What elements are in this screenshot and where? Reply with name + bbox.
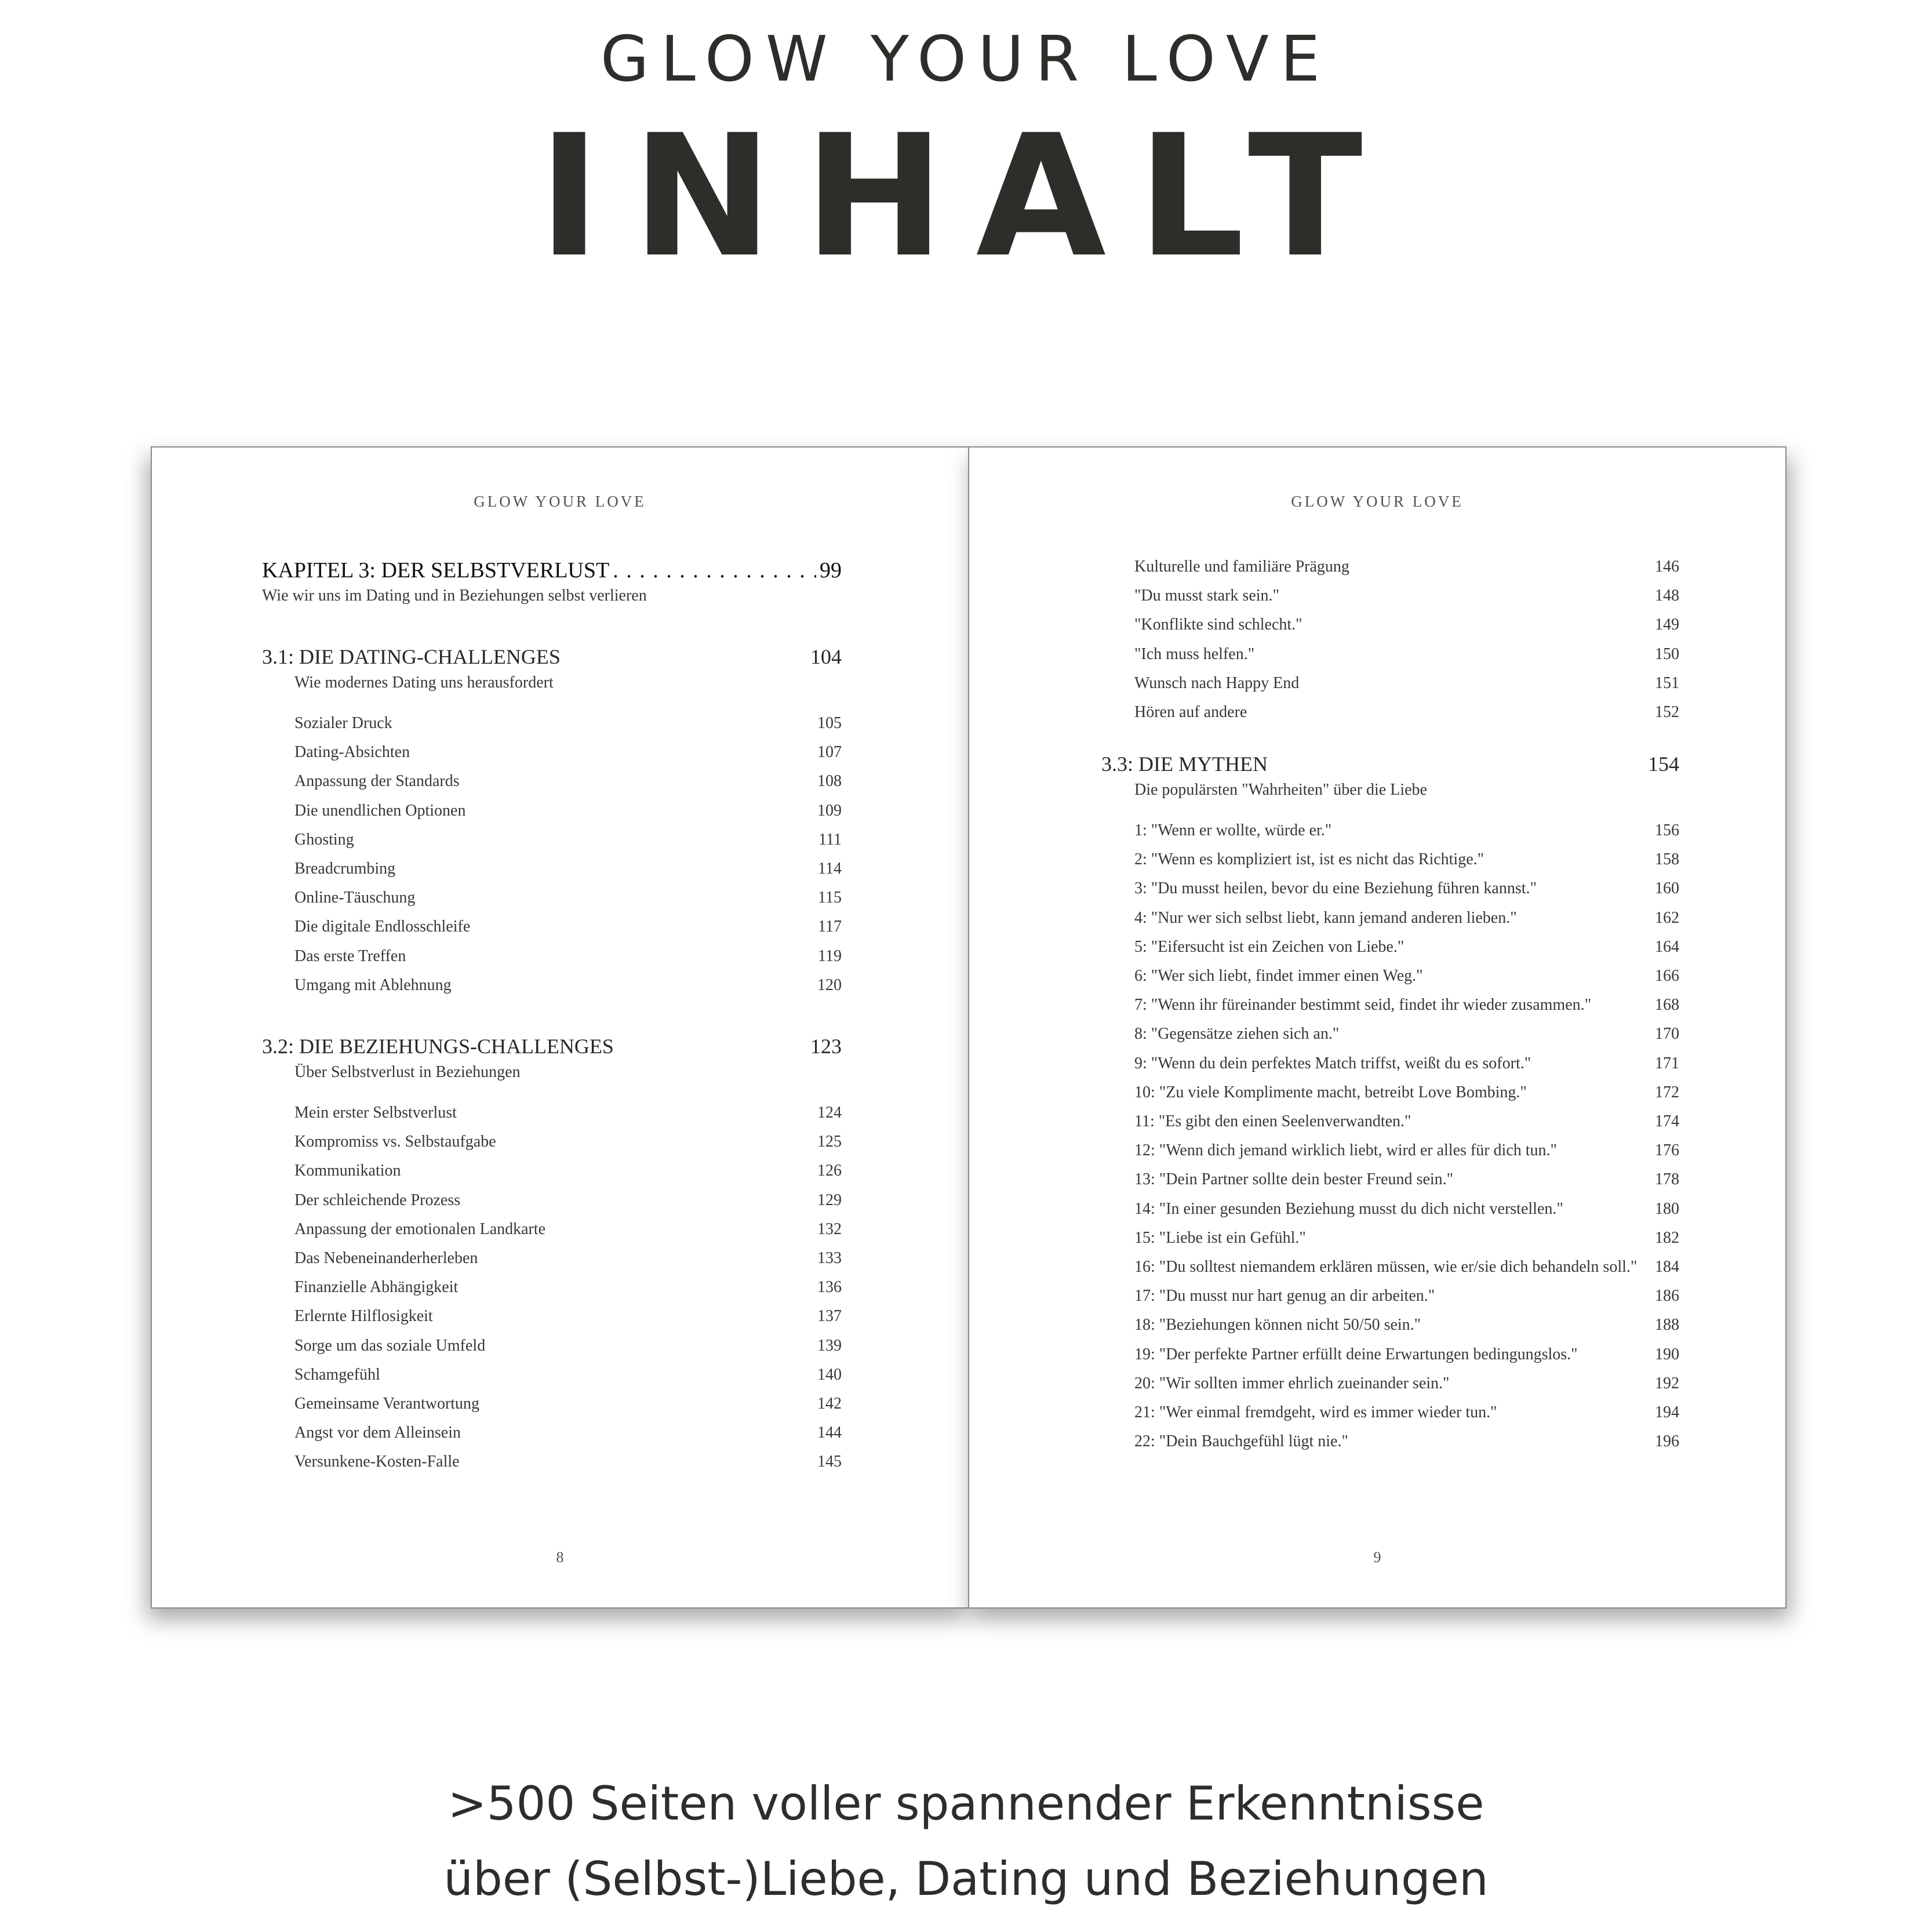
toc-entry [1134, 645, 1679, 664]
toc-entry [294, 1104, 842, 1122]
section-subtitle: Über Selbstverlust in Beziehungen [294, 1063, 521, 1081]
toc-entry [294, 947, 842, 966]
toc-entry-page: 176 [1655, 1141, 1679, 1160]
toc-entry-page: 150 [1655, 645, 1679, 663]
toc-entry [1134, 1403, 1679, 1422]
toc-entry-title: 17: "Du musst nur hart genug an dir arbeiten." [1134, 1287, 1435, 1305]
toc-entry [1134, 1345, 1679, 1364]
toc-entry [294, 1307, 842, 1326]
toc-entry-title: "Konflikte sind schlecht." [1134, 616, 1302, 634]
toc-entry-title: Anpassung der Standards [294, 772, 460, 791]
toc-entry-title: Gemeinsame Verantwortung [294, 1395, 480, 1413]
toc-entry [294, 1337, 842, 1355]
section-title: 3.3: DIE MYTHEN [1101, 752, 1268, 776]
toc-entry-page: 164 [1655, 937, 1679, 956]
toc-entry [294, 860, 842, 878]
toc-entry-page: 107 [817, 743, 842, 762]
toc-entry-title: Kompromiss vs. Selbstaufgabe [294, 1133, 496, 1151]
toc-entry-title: "Du musst stark sein." [1134, 587, 1279, 605]
toc-entry-title: 5: "Eifersucht ist ein Zeichen von Liebe." [1134, 937, 1405, 956]
toc-entry-page: 186 [1655, 1287, 1679, 1305]
toc-entry-title: Versunkene-Kosten-Falle [294, 1453, 460, 1471]
toc-entry-page: 166 [1655, 967, 1679, 985]
toc-entry [1134, 1083, 1679, 1102]
book-page-left [151, 446, 969, 1609]
toc-entry [294, 1395, 842, 1413]
toc-entry-title: Anpassung der emotionalen Landkarte [294, 1220, 546, 1238]
toc-entry-title: Angst vor dem Alleinsein [294, 1424, 461, 1442]
toc-entry-page: 124 [817, 1104, 842, 1122]
toc-entry-page: 111 [818, 830, 842, 849]
toc-entry [1134, 1258, 1679, 1276]
toc-entry-page: 152 [1655, 703, 1679, 721]
toc-entry-title: 1: "Wenn er wollte, würde er." [1134, 821, 1332, 839]
toc-entry-page: 140 [817, 1365, 842, 1384]
toc-entry-title: 20: "Wir sollten immer ehrlich zueinander sein." [1134, 1374, 1450, 1392]
toc-entry-page: 190 [1655, 1345, 1679, 1363]
toc-entry-page: 168 [1655, 996, 1679, 1014]
page-number: 8 [556, 1549, 564, 1566]
toc-entry-title: 4: "Nur wer sich selbst liebt, kann jemand anderen lieben." [1134, 908, 1517, 927]
toc-entry-title: Dating-Absichten [294, 743, 410, 762]
toc-entry-page: 126 [817, 1162, 842, 1180]
toc-entry-page: 178 [1655, 1170, 1679, 1189]
toc-entry-page: 145 [817, 1453, 842, 1471]
section-page: 154 [1648, 752, 1679, 776]
toc-entry-title: 13: "Dein Partner sollte dein bester Freund sein." [1134, 1170, 1454, 1189]
toc-entry-title: Erlernte Hilflosigkeit [294, 1307, 433, 1326]
toc-entry-page: 194 [1655, 1403, 1679, 1421]
toc-entry-page: 148 [1655, 587, 1679, 605]
toc-entry-page: 184 [1655, 1258, 1679, 1276]
toc-entry-page: 172 [1655, 1083, 1679, 1101]
toc-entry [1134, 1316, 1679, 1334]
toc-entry-title: Sorge um das soziale Umfeld [294, 1336, 486, 1355]
chapter-heading [262, 558, 842, 583]
toc-entry-title: Schamgefühl [294, 1365, 380, 1384]
toc-entry-title: 14: "In einer gesunden Beziehung musst du dich nicht verstellen." [1134, 1199, 1563, 1218]
toc-entry-page: 105 [817, 714, 842, 732]
toc-entry-title: Das Nebeneinanderherleben [294, 1249, 478, 1267]
toc-entry-title: 2: "Wenn es kompliziert ist, ist es nicht das Richtige." [1134, 850, 1485, 869]
toc-entry [1134, 938, 1679, 956]
toc-entry-title: 6: "Wer sich liebt, findet immer einen Weg." [1134, 967, 1423, 985]
toc-entry [294, 1278, 842, 1297]
toc-entry-page: 137 [817, 1307, 842, 1326]
toc-entry [294, 976, 842, 995]
section-heading [1101, 752, 1679, 776]
toc-entry-title: 12: "Wenn dich jemand wirklich liebt, wird er alles für dich tun." [1134, 1141, 1557, 1160]
toc-entry-title: 18: "Beziehungen können nicht 50/50 sein." [1134, 1316, 1421, 1334]
toc-entry-page: 115 [818, 889, 842, 907]
toc-entry-page: 188 [1655, 1316, 1679, 1334]
toc-entry [1134, 1170, 1679, 1189]
toc-entry [1134, 967, 1679, 985]
toc-entry-title: "Ich muss helfen." [1134, 645, 1255, 663]
toc-entry-title: Umgang mit Ablehnung [294, 976, 452, 994]
toc-entry [294, 714, 842, 733]
toc-entry [294, 772, 842, 791]
toc-entry-title: Wunsch nach Happy End [1134, 674, 1300, 692]
toc-entry-title: Finanzielle Abhängigkeit [294, 1278, 459, 1297]
toc-entry-title: 10: "Zu viele Komplimente macht, betreibt Love Bombing." [1134, 1083, 1527, 1101]
toc-entry-page: 174 [1655, 1112, 1679, 1130]
toc-entry [294, 889, 842, 907]
toc-entry-page: 136 [817, 1278, 842, 1297]
toc-entry [294, 1249, 842, 1268]
toc-entry-page: 114 [818, 860, 842, 878]
toc-entry-title: Die digitale Endlosschleife [294, 918, 471, 936]
toc-entry-title: 9: "Wenn du dein perfektes Match triffst, weißt du es sofort." [1134, 1054, 1531, 1072]
toc-entry-page: 142 [817, 1395, 842, 1413]
running-head: GLOW YOUR LOVE [1291, 493, 1464, 510]
toc-entry [294, 802, 842, 820]
toc-entry-title: Kulturelle und familiäre Prägung [1134, 558, 1349, 576]
toc-entry-page: 182 [1655, 1228, 1679, 1247]
toc-entry-title: 22: "Dein Bauchgefühl lügt nie." [1134, 1432, 1348, 1451]
toc-entry [294, 743, 842, 762]
toc-entry [294, 1162, 842, 1180]
chapter-label: KAPITEL 3: DER SELBSTVERLUST [262, 558, 610, 583]
toc-entry [1134, 1141, 1679, 1160]
page-number: 9 [1373, 1549, 1381, 1566]
tagline-line-1: >500 Seiten voller spannender Erkenntnisse [447, 1777, 1485, 1831]
toc-entry [1134, 909, 1679, 927]
toc-entry [1134, 850, 1679, 869]
chapter-page: 99 [820, 558, 842, 583]
toc-entry-title: Breadcrumbing [294, 860, 396, 878]
section-subtitle: Wie modernes Dating uns herausfordert [294, 674, 554, 692]
toc-entry-page: 108 [817, 772, 842, 791]
toc-entry-page: 158 [1655, 850, 1679, 869]
toc-entry [1134, 1229, 1679, 1247]
toc-entry-page: 151 [1655, 674, 1679, 692]
toc-entry-title: Kommunikation [294, 1162, 401, 1180]
toc-entry [1134, 1025, 1679, 1043]
toc-entry [294, 1220, 842, 1239]
toc-entry-page: 146 [1655, 558, 1679, 576]
toc-entry-title: Ghosting [294, 830, 354, 849]
toc-entry-title: Hören auf andere [1134, 703, 1247, 721]
toc-entry-title: Die unendlichen Optionen [294, 801, 466, 820]
toc-entry [1134, 996, 1679, 1014]
leader-dots [613, 558, 816, 583]
section-page: 123 [810, 1035, 842, 1058]
toc-entry-page: 180 [1655, 1199, 1679, 1218]
section-heading [262, 645, 842, 669]
toc-entry-page: 117 [818, 918, 842, 936]
toc-entry-title: Sozialer Druck [294, 714, 392, 732]
page-title: INHALT [538, 99, 1394, 294]
toc-entry-page: 129 [817, 1191, 842, 1209]
toc-entry-title: 3: "Du musst heilen, bevor du eine Beziehung führen kannst." [1134, 879, 1537, 898]
toc-entry-title: 21: "Wer einmal fremdgeht, wird es immer wieder tun." [1134, 1403, 1497, 1421]
toc-entry-page: 144 [817, 1424, 842, 1442]
toc-entry-title: 11: "Es gibt den einen Seelenverwandten." [1134, 1112, 1411, 1130]
toc-entry-page: 162 [1655, 908, 1679, 927]
toc-entry-page: 160 [1655, 879, 1679, 898]
section-subtitle: Die populärsten "Wahrheiten" über die Liebe [1134, 781, 1427, 799]
toc-entry [1134, 1432, 1679, 1451]
toc-entry [294, 918, 842, 936]
toc-entry-page: 149 [1655, 616, 1679, 634]
brand-title: GLOW YOUR LOVE [600, 23, 1332, 96]
toc-entry [294, 1453, 842, 1471]
toc-entry [1134, 674, 1679, 693]
toc-entry-title: 7: "Wenn ihr füreinander bestimmt seid, findet ihr wieder zusammen." [1134, 996, 1592, 1014]
toc-entry [1134, 1374, 1679, 1393]
toc-entry-page: 192 [1655, 1374, 1679, 1392]
running-head: GLOW YOUR LOVE [474, 493, 646, 510]
chapter-subtitle: Wie wir uns im Dating und in Beziehungen selbst verlieren [262, 587, 647, 605]
toc-entry [294, 1191, 842, 1210]
toc-entry-title: 15: "Liebe ist ein Gefühl." [1134, 1228, 1306, 1247]
toc-entry-page: 120 [817, 976, 842, 994]
toc-entry [1134, 616, 1679, 634]
toc-entry [1134, 1200, 1679, 1218]
toc-entry-page: 109 [817, 801, 842, 820]
toc-entry [1134, 1054, 1679, 1073]
toc-entry [294, 831, 842, 849]
toc-entry-page: 133 [817, 1249, 842, 1267]
toc-entry-page: 125 [817, 1133, 842, 1151]
toc-entry-page: 139 [817, 1336, 842, 1355]
section-title: 3.1: DIE DATING-CHALLENGES [262, 645, 561, 668]
toc-entry [1134, 1287, 1679, 1305]
section-heading [262, 1034, 842, 1058]
toc-entry-page: 196 [1655, 1432, 1679, 1451]
toc-entry-title: 16: "Du solltest niemandem erklären müssen, wie er/sie dich behandeln soll." [1134, 1258, 1638, 1276]
toc-entry [1134, 703, 1679, 722]
toc-entry-title: 19: "Der perfekte Partner erfüllt deine Erwartungen bedingungslos." [1134, 1345, 1578, 1363]
toc-entry [1134, 821, 1679, 840]
section-page: 104 [810, 645, 842, 668]
toc-entry [294, 1424, 842, 1442]
toc-entry-page: 171 [1655, 1054, 1679, 1072]
toc-entry-title: Online-Täuschung [294, 889, 416, 907]
book-page-right [968, 446, 1787, 1609]
toc-entry-page: 156 [1655, 821, 1679, 839]
toc-entry-title: 8: "Gegensätze ziehen sich an." [1134, 1025, 1340, 1043]
toc-entry [1134, 558, 1679, 576]
section-title: 3.2: DIE BEZIEHUNGS-CHALLENGES [262, 1035, 614, 1058]
toc-entry-title: Der schleichende Prozess [294, 1191, 461, 1209]
toc-entry-title: Mein erster Selbstverlust [294, 1104, 457, 1122]
toc-entry [294, 1133, 842, 1151]
toc-entry-page: 170 [1655, 1025, 1679, 1043]
toc-entry-title: Das erste Treffen [294, 947, 406, 965]
toc-entry [1134, 879, 1679, 898]
toc-entry-page: 132 [817, 1220, 842, 1238]
toc-entry-page: 119 [818, 947, 842, 965]
toc-entry [1134, 1112, 1679, 1131]
tagline-line-2: über (Selbst-)Liebe, Dating und Beziehungen [443, 1852, 1489, 1906]
toc-entry [294, 1366, 842, 1384]
toc-entry [1134, 587, 1679, 605]
